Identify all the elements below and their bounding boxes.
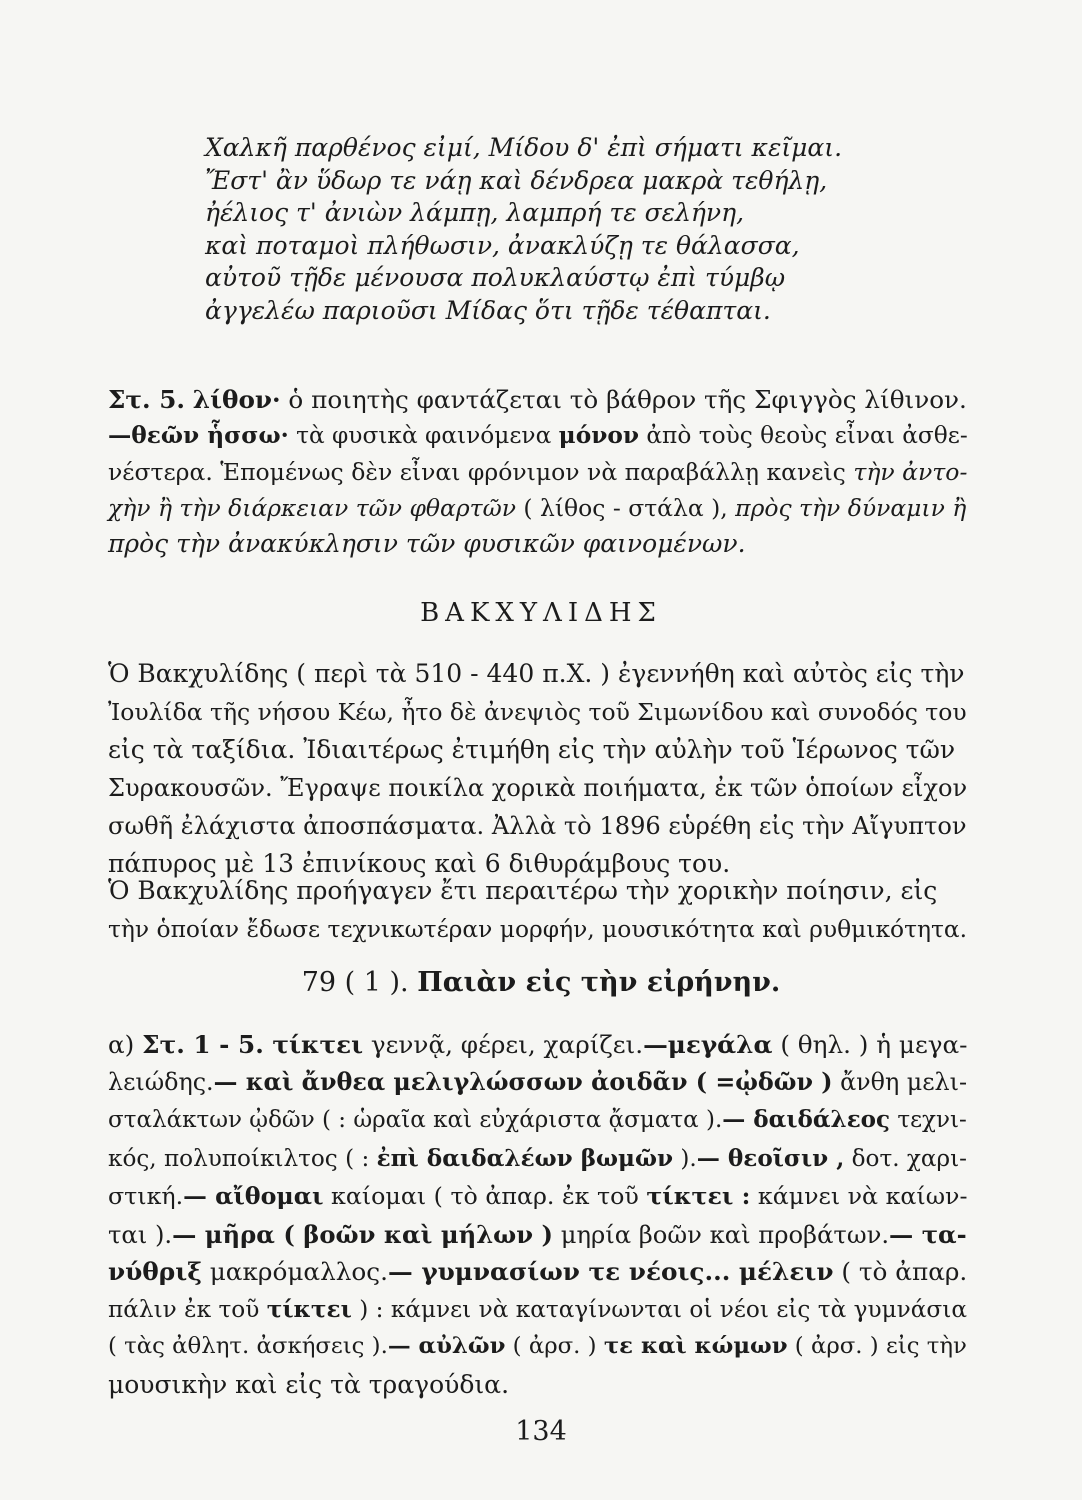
text-line: κός, πολυποίκιλτος ( : ἐπὶ δαιδαλέων βωμῶν ).— θεοῖσιν , δοτ. χαρι- xyxy=(108,1144,967,1172)
text-line: α) Στ. 1 - 5. τίκτει γεννᾷ, φέρει, χαρίζει.—μεγάλα ( θηλ. ) ἡ μεγα- xyxy=(108,1030,968,1059)
poem-line: Χαλκῆ παρθένος εἰμί, Μίδου δ' ἐπὶ σήματι κεῖμαι. xyxy=(205,133,843,162)
poem-line: Ἔστ' ἂν ὕδωρ τε νάῃ καὶ δένδρεα μακρὰ τεθήλῃ, xyxy=(205,165,828,195)
text-line: πάλιν ἐκ τοῦ τίκτει ) : κάμνει νὰ καταγίνωνται οἱ νέοι εἰς τὰ γυμνάσια xyxy=(108,1295,967,1323)
text-line: πάπυρος μὲ 13 ἐπινίκους καὶ 6 διθυράμβους του. xyxy=(108,849,731,878)
term: —θεῶν ἧσσω· xyxy=(108,422,289,449)
poem-line: αὐτοῦ τῇδε μένουσα πολυκλαύστῳ ἐπὶ τύμβῳ xyxy=(205,263,786,292)
poem-title xyxy=(0,967,1082,998)
text-line: Ὁ Βακχυλίδης ( περὶ τὰ 510 - 440 π.Χ. ) ἐγεννήθη καὶ αὐτὸς εἰς τὴν xyxy=(108,659,965,688)
text-line: Ὁ Βακχυλίδης προήγαγεν ἔτι περαιτέρω τὴν χορικὴν ποίησιν, εἰς xyxy=(108,876,938,905)
text-line: νέστερα. Ἑπομένως δὲν εἶναι φρόνιμον νὰ παραβάλλῃ κανεὶς τὴν ἀντο- xyxy=(108,458,968,486)
page-number: 134 xyxy=(515,1416,567,1447)
text-line: σταλάκτων ᾠδῶν ( : ὡραῖα καὶ εὐχάριστα ᾄσματα ).— δαιδάλεος τεχνι- xyxy=(108,1106,967,1133)
text-line: μουσικὴν καὶ εἰς τὰ τραγούδια. xyxy=(108,1369,510,1399)
epigram-poem xyxy=(205,132,925,327)
text-line: Ἰουλίδα τῆς νήσου Κέω, ἦτο δὲ ἀνεψιὸς τοῦ Σιμωνίδου καὶ συνοδός του xyxy=(108,698,967,726)
text-line: χὴν ἢ τὴν διάρκειαν τῶν φθαρτῶν ( λίθος - στάλα ), πρὸς τὴν δύναμιν ἢ xyxy=(108,494,967,522)
text-line: —θεῶν ἧσσω· τὰ φυσικὰ φαινόμενα μόνον ἀπὸ τοὺς θεοὺς εἶναι ἀσθε- xyxy=(108,422,968,449)
text-line: σωθῆ ἐλάχιστα ἀποσπάσματα. Ἀλλὰ τὸ 1896 εὑρέθη εἰς τὴν Αἴγυπτον xyxy=(108,812,967,840)
verse-ref: Στ. 5. xyxy=(108,385,185,414)
text-line: στική.— αἴθομαι καίομαι ( τὸ ἀπαρ. ἐκ τοῦ τίκτει : κάμνει νὰ καίων- xyxy=(108,1182,968,1210)
text-line: ( τὰς ἀθλητ. ἀσκήσεις ).— αὐλῶν ( ἀρσ. ) τε καὶ κώμων ( ἀρσ. ) εἰς τὴν xyxy=(108,1333,967,1359)
commentary-verse-5 xyxy=(108,382,976,562)
bio-paragraph xyxy=(108,655,976,883)
bio-paragraph-2 xyxy=(108,872,976,948)
poem-line: ἀγγελέω παριοῦσι Μίδας ὅτι τῇδε τέθαπται. xyxy=(205,295,771,325)
text-line: νύθριξ μακρόμαλλος.— γυμνασίων τε νέοις... μέλειν ( τὸ ἀπαρ. xyxy=(108,1257,968,1286)
poem-line: καὶ ποταμοὶ πλήθωσιν, ἀνακλύζῃ τε θάλασσα, xyxy=(205,230,800,260)
text-line: λειώδης.— καὶ ἄνθεα μελιγλώσσων ἀοιδᾶν ( =ᾠδῶν ) ἄνθη μελι- xyxy=(108,1067,968,1096)
text-line: εἰς τὰ ταξίδια. Ἰδιαιτέρως ἐτιμήθη εἰς τὴν αὐλὴν τοῦ Ἱέρωνος τῶν xyxy=(108,735,956,764)
poem-line: ἠέλιος τ' ἀνιὼν λάμπῃ, λαμπρή τε σελήνη, xyxy=(205,198,745,227)
text-line: πρὸς τὴν ἀνακύκλησιν τῶν φυσικῶν φαινομένων. xyxy=(108,529,746,558)
text-line: ται ).— μῆρα ( βοῶν καὶ μήλων ) μηρία βοῶν καὶ προβάτων.— τα- xyxy=(108,1219,967,1249)
text-line: Συρακουσῶν. Ἔγραψε ποικίλα χορικὰ ποιήματα, ἐκ τῶν ὁποίων εἶχον xyxy=(108,774,968,802)
text-line: τὴν ὁποίαν ἔδωσε τεχνικωτέραν μορφήν, μουσικότητα καὶ ρυθμικότητα. xyxy=(108,915,968,943)
text-line: Στ. 5. λίθον· ὁ ποιητὴς φαντάζεται τὸ βάθρον τῆς Σφιγγὸς λίθινον. xyxy=(108,385,967,414)
poem-number: 79 ( 1 ). xyxy=(301,967,409,998)
section-heading: ΒΑΚΧΥΛΙΔΗΣ xyxy=(420,598,662,628)
term: λίθον· xyxy=(192,385,281,414)
poem-title-text: Παιὰν εἰς τὴν εἰρήνην. xyxy=(417,967,781,998)
commentary-paian xyxy=(108,1026,976,1403)
